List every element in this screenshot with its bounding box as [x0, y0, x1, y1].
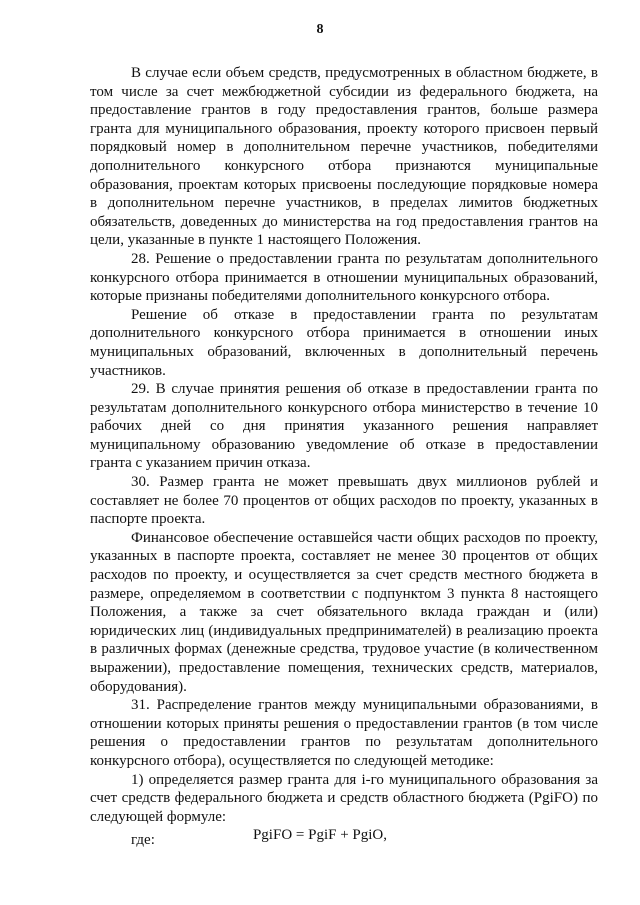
paragraph-refusal: Решение об отказе в предоставлении гранта по результатам дополнительного конкурсного отбора принимается в отношении иных муниципальных образований, включенных в дополнительный перечень участников. [90, 306, 598, 379]
paragraph-31-item-1: 1) определяется размер гранта для i-го муниципального образования за счет средств федерального бюджета и средств областного бюджета (PgiFO) по следующей формуле: [90, 771, 598, 825]
paragraph-30: 30. Размер гранта не может превышать двух миллионов рублей и составляет не более 70 процентов от общих расходов по проекту, указанных в паспорте проекта. [90, 474, 598, 528]
formula: PgiFO = PgiF + PgiO, [252, 827, 388, 843]
paragraph-budget-surplus: В случае если объем средств, предусмотренных в областном бюджете, в том числе за счет межбюджетной субсидии из федерального бюджета, на предоставление грантов в году предоставления грантов, больше размера гранта для муниципального образования, проекту которого присвоен первый порядковый номер в дополнительном перечне участников, победителями дополнительного конкурсного отбора признаются муниципальные образования, проектам которых присвоены последующие порядковые номера в дополнительном перечне участников, в пределах лимитов бюджетных обязательств, доведенных до министерства на год предоставления грантов на цели, указанные в пункте 1 настоящего Положения. [90, 65, 598, 249]
page-number: 8 [316, 22, 324, 37]
paragraph-financing: Финансовое обеспечение оставшейся части общих расходов по проекту, указанных в паспорте проекта, составляет не менее 30 процентов от общих расходов по проекту, и осуществляется за счет средств местного бюджета в размере, определяемом в соответствии с подпунктом 3 пункта 8 настоящего Положения, а также за счет обязательного вклада граждан и (или) юридических лиц (индивидуальных предпринимателей) в реализацию проекта в различных формах (денежные средства, трудовое участие (в количественном выражении), предоставление помещения, технических средств, материалов, оборудования). [90, 529, 598, 695]
where-label: где: [131, 832, 155, 848]
paragraph-31: 31. Распределение грантов между муниципальными образованиями, в отношении которых приняты решения о предоставлении грантов (в том числе решения о предоставлении грантов по результатам дополнительного конкурсного отбора), осуществляется по следующей методике: [90, 697, 598, 769]
paragraph-29: 29. В случае принятия решения об отказе в предоставлении гранта по результатам дополнительного конкурсного отбора министерство в течение 10 рабочих дней со дня принятия указанного решения направляет муниципальному образованию уведомление об отказе в предоставлении гранта с указанием причин отказа. [90, 381, 598, 472]
document-body [90, 64, 598, 826]
paragraph-28: 28. Решение о предоставлении гранта по результатам дополнительного конкурсного отбора принимается в отношении муниципальных образований, которые признаны победителями дополнительного конкурсного отбора. [90, 250, 598, 305]
